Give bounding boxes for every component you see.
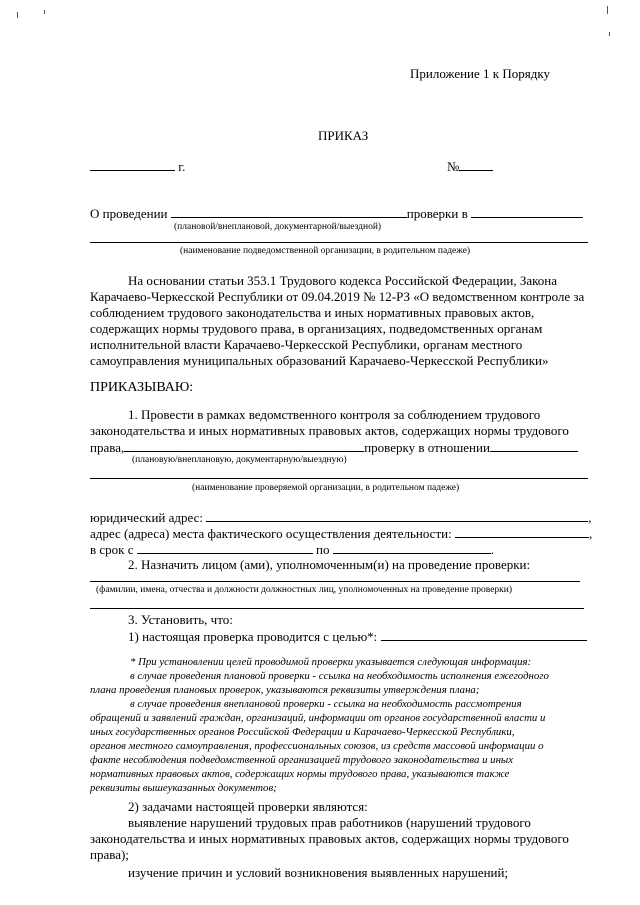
period-from-blank[interactable] [137,541,313,554]
persons-caption: (фамилии, имена, отчества и должности должностных лиц, уполномоченных на проведение проверки) [96,585,513,595]
check-kind-blank[interactable] [124,439,364,452]
causes-line: изучение причин и условий возникновения выявленных нарушений; [128,865,509,880]
check-type-caption: (плановой/внеплановой, документарной/выездной) [174,222,382,232]
note-line: нормативных правовых актов, содержащих нормы трудового права, указываются также [90,768,510,780]
scan-mark [609,32,610,36]
note-line: реквизиты вышеуказанных документов; [90,782,277,794]
appendix-label: Приложение 1 к Порядку [410,66,550,81]
basis-line: Карачаево-Черкесской Республики от 09.04.2019 № 12-РЗ «О ведомственном контроле за [90,289,585,304]
actual-address-blank[interactable] [455,525,589,538]
check-type-blank[interactable] [171,205,407,218]
period-to-blank[interactable] [333,541,491,554]
actual-address-line: адрес (адреса) места фактического осуществления деятельности: , [90,526,593,541]
basis-line: соблюдением трудового законодательства и иных нормативных правовых актов, [90,305,535,320]
conduct-line: О проведении проверки в [90,205,583,221]
tasks-line: выявление нарушений трудовых прав работников (нарушений трудового [128,815,531,830]
tasks-line: права); [90,847,129,862]
date-line: г. [90,158,185,174]
org-name-caption: (наименование подведомственной организации, в родительном падеже) [180,246,471,256]
check-kind-caption: (плановую/внеплановую, документарную/выездную) [132,455,347,465]
legal-address-line: юридический адрес: , [90,510,592,525]
note-line: органов местного самоуправления, профессиональных союзов, из средств массовой информации о [90,740,544,752]
basis-line: самоуправления муниципальных образований Карачаево-Черкесской Республики» [90,353,549,368]
number-line: № [447,158,493,174]
basis-line: исполнительной власти Карачаево-Черкесской Республики, органам местного [90,337,523,352]
check-place-blank[interactable] [471,205,583,218]
order-word: ПРИКАЗЫВАЮ: [90,380,194,395]
item1-line3: права, проверку в отношении [90,439,578,455]
org-name-blank[interactable] [90,242,588,243]
document-title: ПРИКАЗ [318,128,369,143]
note-line: в случае проведения внеплановой проверки - ссылка на необходимость рассмотрения [130,698,522,710]
item1-line: законодательства и иных нормативных правовых актов, содержащих нормы трудового [90,423,569,438]
item3-1-line: 1) настоящая проверка проводится с целью*: [128,628,587,644]
note-line: в случае проведения плановой проверки - ссылка на необходимость исполнения ежегодного [130,670,549,682]
basis-line: содержащих нормы трудового права, в организациях, подведомственных органам [90,321,543,336]
persons-blank-2[interactable] [90,608,584,609]
target-org-name-blank[interactable] [90,478,588,479]
basis-line: На основании статьи 353.1 Трудового кодекса Российской Федерации, Закона [128,273,558,288]
persons-blank[interactable] [90,581,580,582]
number-blank[interactable] [459,158,493,171]
legal-address-blank[interactable] [206,509,588,522]
scan-mark [44,10,45,14]
target-org-caption: (наименование проверяемой организации, в родительном падеже) [192,483,460,493]
note-line: * При установлении целей проводимой проверки указывается следующая информация: [130,656,532,668]
note-line: плана проведения плановых проверок, указываются реквизиты утверждения плана; [90,684,480,696]
scan-mark [17,12,18,18]
purpose-blank[interactable] [381,628,587,641]
item3-2-text: 2) задачами настоящей проверки являются: [128,799,368,814]
date-blank[interactable] [90,158,175,171]
note-line: иных государственных органов Российской Федерации и Карачаево-Черкесской Республики, [90,726,515,738]
note-line: факте несоблюдения подведомственной организацией трудового законодательства и иных [90,754,514,766]
note-line: обращений и заявлений граждан, организаций, информации от органов государственной власти и [90,712,546,724]
scan-mark [607,6,608,14]
item3-text: 3. Установить, что: [128,612,233,627]
item1-line: 1. Провести в рамках ведомственного контроля за соблюдением трудового [128,407,541,422]
target-org-blank[interactable] [490,439,578,452]
item2-text: 2. Назначить лицом (ами), уполномоченным(и) на проведение проверки: [128,557,531,572]
period-line: в срок с по . [90,542,494,557]
tasks-line: законодательства и иных нормативных правовых актов, содержащих нормы трудового [90,831,569,846]
